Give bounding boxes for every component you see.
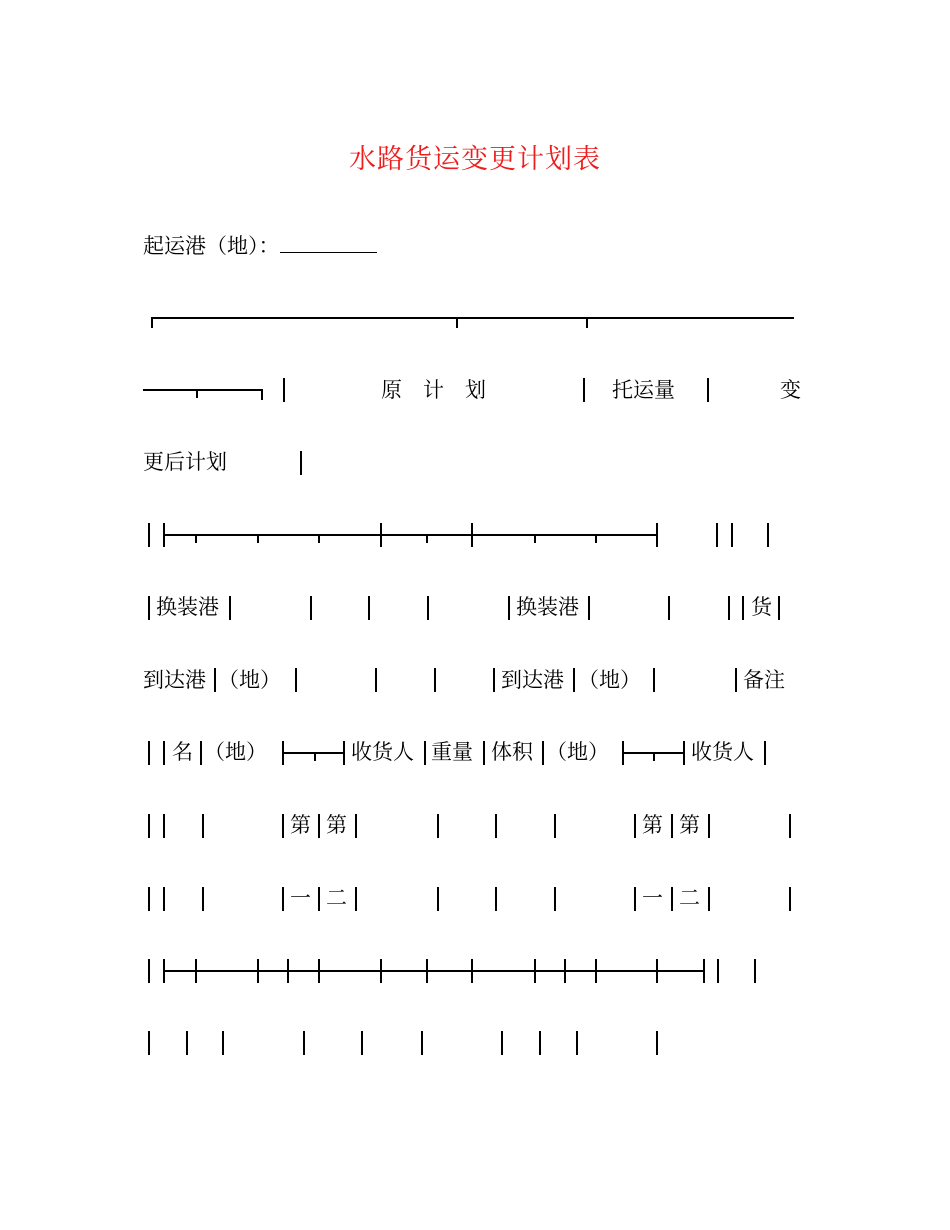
goods-label: 货 (751, 595, 772, 619)
changed-plan-label-part2: 更后计划 (143, 450, 227, 474)
page-title: 水路货运变更计划表 (349, 144, 601, 175)
volume-label: 体积 (491, 740, 533, 764)
original-plan-label: 原 计 划 (381, 378, 486, 402)
dest-port-label-b: 到达港 (501, 668, 564, 692)
ordinal-prefix-b2: 第 (679, 813, 700, 837)
dest-port-label-a: 到达港 (143, 668, 206, 692)
ordinal-one-b: 一 (642, 886, 663, 910)
consignee-label-a: 收货人 (351, 740, 414, 764)
place-label-a: （地） (204, 740, 267, 764)
consignee-label-b: 收货人 (691, 740, 754, 764)
dest-place-label-a: （地） (218, 668, 281, 692)
ordinal-prefix-a1: 第 (290, 813, 311, 837)
remarks-label: 备注 (743, 668, 785, 692)
changed-plan-label-part1: 变 (780, 378, 801, 402)
consigned-volume-label: 托运量 (612, 378, 675, 402)
ordinal-prefix-a2: 第 (326, 813, 347, 837)
dest-place-label-b: （地） (578, 668, 641, 692)
transfer-port-label-a: 换装港 (156, 595, 219, 619)
origin-port-label: 起运港（地）： (143, 234, 280, 258)
ordinal-prefix-b1: 第 (642, 813, 663, 837)
place-label-b: （地） (546, 740, 609, 764)
name-label: 名 (172, 740, 193, 764)
weight-label: 重量 (431, 740, 473, 764)
ordinal-two-b: 二 (679, 886, 700, 910)
origin-port-field (143, 230, 377, 261)
transfer-port-label-b: 换装港 (516, 595, 579, 619)
ordinal-one-a: 一 (290, 886, 311, 910)
origin-port-blank (280, 230, 377, 253)
ordinal-two-a: 二 (326, 886, 347, 910)
